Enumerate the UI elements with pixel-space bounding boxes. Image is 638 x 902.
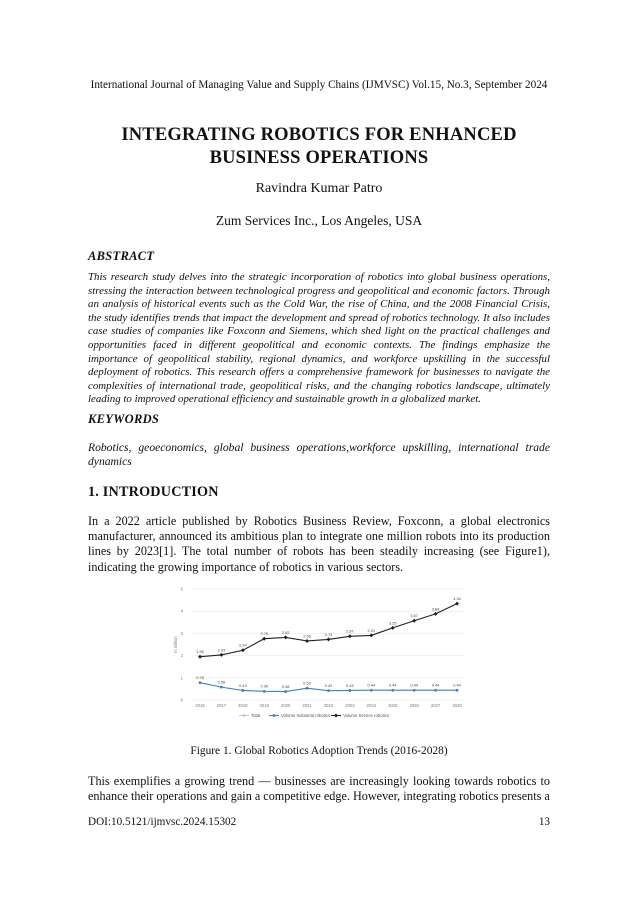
chart-series xyxy=(196,596,461,693)
data-label: 3.88 xyxy=(431,606,440,612)
legend-marker xyxy=(334,714,338,718)
data-label: 2.76 xyxy=(260,631,269,637)
data-point xyxy=(349,689,352,692)
data-point xyxy=(327,637,331,641)
y-tick-label: 1 xyxy=(180,675,183,681)
x-tick-label: 2026 xyxy=(409,703,419,708)
data-point xyxy=(306,687,309,690)
data-label: 2.82 xyxy=(281,629,290,635)
data-point xyxy=(370,689,373,692)
data-label: 0.42 xyxy=(324,683,333,689)
data-label: 2.03 xyxy=(217,647,226,653)
data-label: 1.95 xyxy=(196,649,204,655)
page-number: 13 xyxy=(538,816,550,828)
x-tick-label: 2021 xyxy=(302,703,312,708)
introduction-text: In a 2022 article published by Robotics Business Review, Foxconn, a global electronics manufacturer, announced its ambitious plan to integrate one million robots into its production lines by 2023[1]. The total number of robots has been steadily increasing (see Figure1), indicating the growing importance of robotics in various sectors. xyxy=(88,514,550,574)
author-affiliation: Zum Services Inc., Los Angeles, USA xyxy=(215,213,423,228)
data-point xyxy=(456,689,459,692)
y-tick-label: 2 xyxy=(180,653,183,659)
keywords-text: Robotics, geoeconomics, global business operations,workforce upskilling, international trade dynamics xyxy=(88,441,550,468)
chart-y-ticks xyxy=(181,587,184,703)
journal-header: International Journal of Managing Value and Supply Chains (IJMVSC) Vol.15, No.3, September 2024 xyxy=(90,79,548,91)
x-tick-label: 2017 xyxy=(216,703,227,708)
data-point xyxy=(434,689,437,692)
x-tick-label: 2019 xyxy=(259,703,269,708)
abstract-text: This research study delves into the strategic incorporation of robotics into global business operations, stressing the interaction between technological progress and geopolitical and economic factors. Through an analysis of historical events such as the Cold War, the rise of China, and the 2008 Financial Crisis, the study identifies trends that impact the development and spread of robotics technology. It also includes case studies of companies like Foxconn and Siemens, which shed light on the practical challenges and opportunities faced in different geopolitical and economic contexts. The findings emphasize the importance of geopolitical stability, regional dynamics, and workforce upskilling in the successful deployment of robotics. This research offers a comprehensive framework for businesses to navigate the complexities of international trade, geopolitical risks, and the changing robotics landscape, ultimately leading to improved operational efficiency and sustainable growth in a globalized market. xyxy=(88,271,550,406)
robotics-adoption-chart xyxy=(165,580,465,722)
data-point xyxy=(241,648,245,652)
chart-x-ticks xyxy=(195,703,462,708)
data-point xyxy=(263,690,266,693)
data-label: 0.38 xyxy=(281,683,290,689)
data-label: 0.78 xyxy=(196,675,204,681)
data-label: 0.44 xyxy=(388,682,397,688)
data-label: 0.44 xyxy=(367,682,376,688)
data-label: 0.43 xyxy=(239,682,247,688)
y-tick-label: 5 xyxy=(180,586,183,592)
data-label: 2.87 xyxy=(346,628,354,634)
data-point xyxy=(391,626,395,630)
data-label: 0.39 xyxy=(260,683,269,689)
data-point xyxy=(348,634,352,638)
chart-y-axis-label: In million xyxy=(173,636,178,653)
data-point xyxy=(198,655,202,659)
data-label: 4.34 xyxy=(453,596,461,602)
legend-marker xyxy=(243,714,246,717)
x-tick-label: 2027 xyxy=(430,703,441,708)
data-point xyxy=(434,612,438,616)
data-point xyxy=(284,635,288,639)
data-point xyxy=(391,689,394,692)
data-point xyxy=(455,602,459,606)
chart-legend xyxy=(239,713,389,718)
data-point xyxy=(327,689,330,692)
doi: DOI:10.5121/ijmvsc.2024.15302 xyxy=(88,816,237,828)
data-point xyxy=(305,639,309,643)
data-point xyxy=(199,681,202,684)
data-point xyxy=(412,619,416,623)
data-label: 2.91 xyxy=(367,627,376,633)
x-tick-label: 2016 xyxy=(195,703,205,708)
data-label: 2.66 xyxy=(303,633,311,639)
paper-title xyxy=(0,124,638,170)
title-line-2: BUSINESS OPERATIONS xyxy=(209,148,429,168)
title-line-1: INTEGRATING ROBOTICS FOR ENHANCED xyxy=(121,125,517,145)
data-label: 3.25 xyxy=(388,620,397,626)
series-line xyxy=(200,604,457,657)
legend-label: Total xyxy=(251,713,261,718)
legend-label: Volume Industrial robotics xyxy=(281,713,331,718)
y-tick-label: 0 xyxy=(180,697,183,703)
x-tick-label: 2028 xyxy=(452,703,462,708)
data-point xyxy=(284,690,287,693)
figure-caption: Figure 1. Global Robotics Adoption Trends (2016-2028) xyxy=(190,745,448,757)
x-tick-label: 2025 xyxy=(388,703,398,708)
data-point xyxy=(413,689,416,692)
data-label: 0.44 xyxy=(410,682,418,688)
data-label: 3.57 xyxy=(410,613,418,619)
data-point xyxy=(219,653,223,657)
y-tick-label: 3 xyxy=(180,630,183,636)
x-tick-label: 2024 xyxy=(366,703,376,708)
legend-marker xyxy=(273,714,276,717)
data-label: 0.43 xyxy=(346,682,354,688)
introduction-heading: 1. INTRODUCTION xyxy=(88,484,219,500)
data-point xyxy=(262,637,266,641)
data-label: 0.44 xyxy=(431,682,440,688)
data-label: 2.24 xyxy=(239,642,247,648)
keywords-heading: KEYWORDS xyxy=(88,412,160,426)
y-tick-label: 4 xyxy=(180,608,183,614)
data-point xyxy=(369,633,373,637)
author-name: Ravindra Kumar Patro xyxy=(255,181,383,196)
x-tick-label: 2023 xyxy=(345,703,355,708)
x-tick-label: 2020 xyxy=(281,703,291,708)
data-label: 0.44 xyxy=(453,682,461,688)
x-tick-label: 2018 xyxy=(238,703,248,708)
data-point xyxy=(241,689,244,692)
data-label: 2.73 xyxy=(324,631,333,637)
data-label: 0.53 xyxy=(303,680,311,686)
legend-label: Volume Service robotics xyxy=(343,713,390,718)
body-text-after-figure: This exemplifies a growing trend — businesses are increasingly looking towards robotics to enhance their operations and gain a competitive edge. However, integrating robotics presents a xyxy=(88,774,550,804)
x-tick-label: 2022 xyxy=(323,703,334,708)
data-label: 0.58 xyxy=(217,679,226,685)
data-point xyxy=(220,686,223,689)
abstract-heading: ABSTRACT xyxy=(88,249,155,263)
